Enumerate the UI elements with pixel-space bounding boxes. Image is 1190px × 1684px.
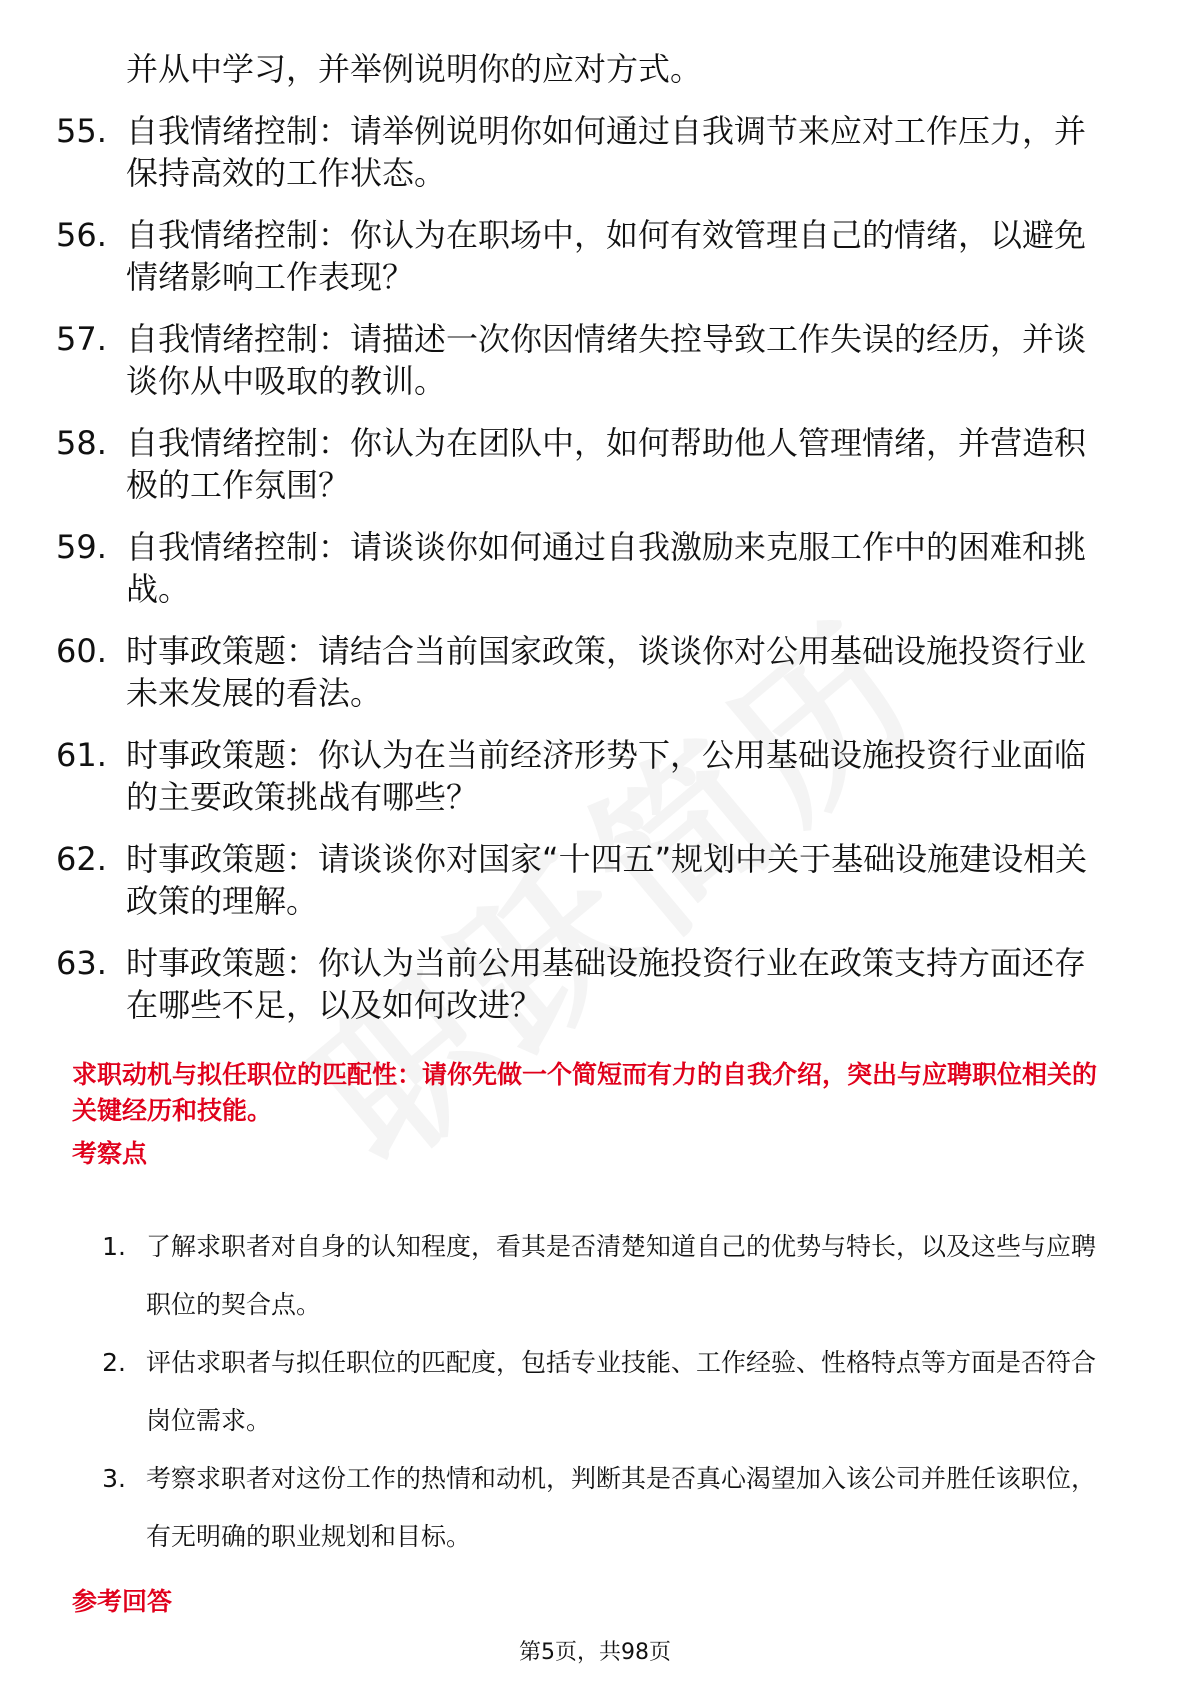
question-text: 自我情绪控制：你认为在职场中，如何有效管理自己的情绪，以避免情绪影响工作表现？	[126, 216, 1087, 296]
question-number: 61.	[56, 736, 107, 774]
question-item	[56, 526, 1116, 610]
question-number: 60.	[56, 632, 107, 670]
question-item	[56, 214, 1116, 298]
question-item	[56, 318, 1116, 402]
question-text: 自我情绪控制：请描述一次你因情绪失控导致工作失误的经历，并谈谈你从中吸取的教训。	[126, 320, 1087, 400]
question-text: 时事政策题：请谈谈你对国家“十四五”规划中关于基础设施建设相关政策的理解。	[126, 840, 1088, 920]
question-number: 63.	[56, 944, 107, 982]
point-item	[72, 1218, 1120, 1334]
question-number: 58.	[56, 424, 107, 462]
point-number: 2.	[102, 1348, 126, 1377]
point-number: 3.	[102, 1464, 126, 1493]
question-number: 56.	[56, 216, 107, 254]
question-number: 55.	[56, 112, 107, 150]
answer-heading: 参考回答	[72, 1587, 173, 1616]
points-heading: 考察点	[72, 1139, 148, 1168]
question-text: 时事政策题：你认为当前公用基础设施投资行业在政策支持方面还存在哪些不足，以及如何改进？	[126, 944, 1087, 1024]
question-number: 59.	[56, 528, 107, 566]
question-item	[56, 838, 1116, 922]
question-text: 时事政策题：请结合当前国家政策，谈谈你对公用基础设施投资行业未来发展的看法。	[126, 632, 1087, 712]
point-item	[72, 1334, 1120, 1450]
point-text: 评估求职者与拟任职位的匹配度，包括专业技能、工作经验、性格特点等方面是否符合岗位需求。	[146, 1348, 1097, 1435]
question-text: 自我情绪控制：请举例说明你如何通过自我调节来应对工作压力，并保持高效的工作状态。	[126, 112, 1087, 192]
question-number: 62.	[56, 840, 107, 878]
question-text: 时事政策题：你认为在当前经济形势下，公用基础设施投资行业面临的主要政策挑战有哪些？	[126, 736, 1087, 816]
page-footer: 第5页，共98页	[519, 1640, 671, 1665]
question-text: 自我情绪控制：请谈谈你如何通过自我激励来克服工作中的困难和挑战。	[126, 528, 1087, 608]
question-item	[56, 110, 1116, 194]
point-text: 了解求职者对自身的认知程度，看其是否清楚知道自己的优势与特长，以及这些与应聘职位的契合点。	[146, 1232, 1097, 1319]
question-item	[56, 422, 1116, 506]
question-number: 57.	[56, 320, 107, 358]
question-text: 自我情绪控制：你认为在团队中，如何帮助他人管理情绪，并营造积极的工作氛围？	[126, 424, 1087, 504]
section-title: 求职动机与拟任职位的匹配性：请你先做一个简短而有力的自我介绍，突出与应聘职位相关的关键经历和技能。	[72, 1060, 1098, 1125]
question-item	[56, 630, 1116, 714]
question-list	[56, 48, 1116, 1046]
point-text: 考察求职者对这份工作的热情和动机，判断其是否真心渴望加入该公司并胜任该职位，有无明确的职业规划和目标。	[146, 1464, 1097, 1551]
question-item	[56, 942, 1116, 1026]
points-list	[72, 1218, 1120, 1566]
point-number: 1.	[102, 1232, 126, 1261]
question-continuation-text: 并从中学习，并举例说明你的应对方式。	[126, 50, 703, 88]
question-item	[56, 734, 1116, 818]
point-item	[72, 1450, 1120, 1566]
question-continuation	[56, 48, 1116, 90]
